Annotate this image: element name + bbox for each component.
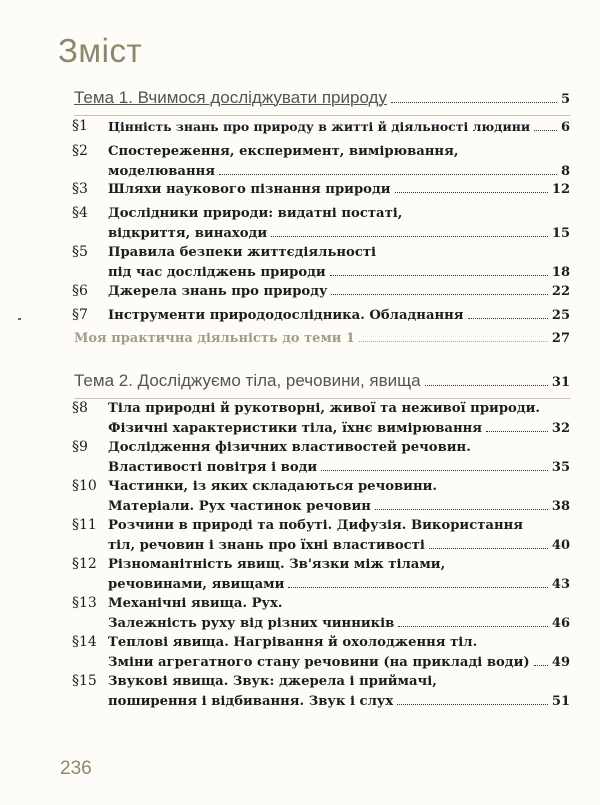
toc-entry[interactable]	[72, 142, 570, 181]
section-number: §10	[72, 478, 97, 494]
entry-page: 49	[551, 654, 570, 670]
topic-1-page: 5	[560, 92, 570, 107]
leader-dots	[534, 130, 557, 131]
leader-dots	[375, 509, 548, 510]
toc-entry[interactable]	[72, 555, 570, 594]
topic-1-divider	[74, 115, 570, 116]
leader-dots	[486, 431, 548, 432]
leader-dots	[331, 294, 547, 295]
entry-title-line: Матеріали. Рух частинок речовин	[108, 498, 371, 514]
section-number: §6	[72, 283, 88, 299]
toc-entry[interactable]	[72, 306, 570, 326]
page-number: 236	[60, 758, 92, 779]
entry-title-line: Тіла природні й рукотворні, живої та неживої природи.	[108, 401, 541, 416]
entry-title-line: Спостереження, експеримент, вимірювання,	[108, 144, 459, 159]
section-number: §15	[72, 673, 97, 689]
entry-title-line: Цінність знань про природу в житті й діяльності людини	[108, 119, 531, 134]
entry-page: 51	[551, 693, 570, 709]
entry-title-line: Механічні явища. Рух.	[108, 596, 283, 611]
entry-title-line: Джерела знань про природу	[108, 284, 328, 299]
topic-2-page: 31	[551, 375, 570, 390]
toc-entry[interactable]	[72, 180, 570, 200]
entry-page: 22	[551, 284, 570, 299]
entry-title-line: Залежність руху від різних чинників	[108, 615, 395, 631]
topic-2-heading[interactable]	[74, 371, 570, 395]
leader-dots	[468, 318, 548, 319]
section-number: §7	[72, 307, 88, 323]
entry-page: 38	[551, 498, 570, 514]
entry-title-line: речовинами, явищами	[108, 576, 285, 592]
section-number: §11	[72, 517, 97, 533]
section-number: §12	[72, 556, 97, 572]
entry-title-line: Інструменти природодослідника. Обладнання	[108, 308, 464, 323]
entry-page: 25	[551, 308, 570, 323]
toc-entry[interactable]	[72, 243, 570, 282]
entry-title-line: моделювання	[108, 163, 216, 179]
toc-entry[interactable]	[72, 516, 570, 555]
scan-speck	[18, 318, 21, 320]
leader-dots	[330, 275, 548, 276]
section-number: §8	[72, 400, 88, 416]
entry-title-line: під час досліджень природи	[108, 264, 326, 280]
entry-page: 40	[551, 537, 570, 553]
topic-2-title: Тема 2. Досліджуємо тіла, речовини, явища	[74, 371, 421, 390]
entry-title-line: відкриття, винаходи	[108, 225, 268, 241]
entry-page: 15	[551, 225, 570, 241]
toc-entry[interactable]	[72, 204, 570, 243]
toc-entry[interactable]	[72, 399, 570, 438]
leader-dots	[397, 704, 548, 705]
leader-dots	[534, 665, 548, 666]
section-number: §14	[72, 634, 97, 650]
leader-dots	[395, 192, 548, 193]
toc-entry[interactable]	[72, 672, 570, 711]
leader-dots	[359, 341, 548, 342]
entry-page: 32	[551, 420, 570, 436]
leader-dots	[429, 548, 548, 549]
section-number: §13	[72, 595, 97, 611]
entry-page: 18	[551, 264, 570, 280]
entry-title-line: тіл, речовин і знань про їхні властивості	[108, 537, 425, 553]
entry-title-line: Дослідники природи: видатні постаті,	[108, 206, 403, 221]
leader-dots	[271, 236, 548, 237]
entry-page: 35	[551, 459, 570, 475]
entry-title-line: поширення і відбивання. Звук і слух	[108, 693, 394, 709]
toc-entry[interactable]	[72, 438, 570, 477]
toc-entry[interactable]	[72, 282, 570, 302]
toc-entry[interactable]	[72, 633, 570, 672]
section-number: §5	[72, 244, 88, 260]
entry-title-line: Правила безпеки життєдіяльності	[108, 245, 377, 260]
entry-title-line: Властивості повітря і води	[108, 459, 318, 475]
leader-dots	[398, 626, 548, 627]
leader-dots	[425, 385, 548, 386]
leader-dots	[321, 470, 548, 471]
entry-page: 12	[551, 182, 570, 197]
practice-page: 27	[551, 331, 570, 346]
toc-entry[interactable]	[72, 594, 570, 633]
entry-page: 43	[551, 576, 570, 592]
section-number: §1	[72, 118, 88, 134]
topic-1-practice[interactable]	[74, 331, 570, 351]
toc-entry[interactable]	[72, 477, 570, 516]
entry-title-line: Звукові явища. Звук: джерела і приймачі,	[108, 674, 437, 689]
entry-title-line: Теплові явища. Нагрівання й охолодження тіл.	[108, 635, 478, 650]
entry-title-line: Дослідження фізичних властивостей речовин.	[108, 440, 471, 455]
section-number: §9	[72, 439, 88, 455]
entry-title-line: Фізичні характеристики тіла, їхнє вимірювання	[108, 420, 483, 436]
entry-title-line: Частинки, із яких складаються речовини.	[108, 479, 437, 494]
page-title: Зміст	[58, 32, 143, 69]
section-number: §4	[72, 205, 88, 221]
leader-dots	[219, 174, 557, 175]
entry-title-line: Розчини в природі та побуті. Дифузія. Використання	[108, 518, 523, 533]
topic-1-heading[interactable]	[74, 88, 570, 112]
entry-title-line: Різноманітність явищ. Зв'язки між тілами,	[108, 557, 446, 572]
topic-1-title: Тема 1. Вчимося досліджувати природу	[74, 88, 387, 107]
practice-label: Моя практична діяльність до теми 1	[74, 331, 355, 346]
toc-entry[interactable]	[72, 117, 570, 138]
entry-page: 8	[560, 163, 570, 179]
section-number: §3	[72, 181, 88, 197]
entry-title-line: Зміни агрегатного стану речовини (на прикладі води)	[108, 654, 530, 670]
section-number: §2	[72, 143, 88, 159]
entry-page: 6	[560, 120, 570, 135]
entry-title-line: Шляхи наукового пізнання природи	[108, 182, 391, 197]
entry-page: 46	[551, 615, 570, 631]
leader-dots	[288, 587, 548, 588]
leader-dots	[391, 102, 557, 103]
